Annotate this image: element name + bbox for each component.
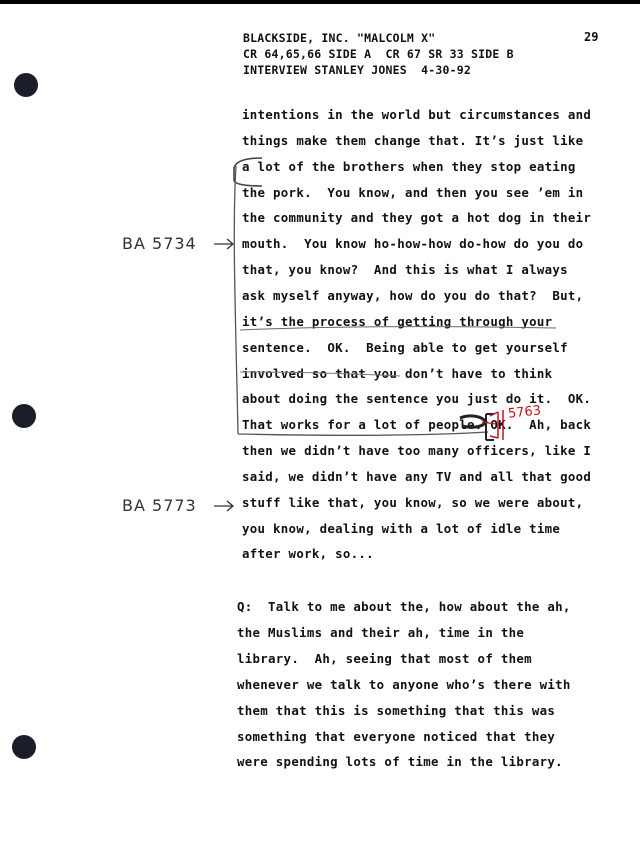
question-line: library. Ah, seeing that most of them — [237, 650, 532, 666]
header-title: BLACKSIDE, INC. "MALCOLM X" — [243, 31, 436, 45]
body-line: things make them change that. It’s just like — [242, 132, 584, 148]
body-line: intentions in the world but circumstances and — [242, 107, 592, 122]
question-line: them that this is something that this was — [237, 702, 556, 718]
body-line: sentence. OK. Being able to get yourself — [242, 339, 568, 355]
body-line: said, we didn’t have any TV and all that good — [242, 468, 592, 484]
question-line: something that everyone noticed that they — [237, 728, 556, 744]
body-line: involved so that you don’t have to think — [242, 365, 553, 381]
body-line: stuff like that, you know, so we were about, — [242, 494, 584, 510]
body-line: about doing the sentence you just do it. OK. — [242, 391, 592, 407]
body-line: That works for a lot of people. OK. Ah, back — [242, 417, 592, 433]
question-line: whenever we talk to anyone who’s there with — [237, 676, 571, 692]
margin-note-ba5773: BA 5773 — [122, 496, 197, 515]
question-line: Q: Talk to me about the, how about the ah, — [237, 599, 571, 614]
header-interview: INTERVIEW STANLEY JONES 4-30-92 — [243, 63, 471, 77]
body-line: that, you know? And this is what I always — [242, 262, 568, 278]
page-number: 29 — [584, 30, 599, 44]
body-line: mouth. You know ho-how-how do-how do you do — [242, 236, 584, 252]
red-note-5763: 5763 — [507, 403, 542, 422]
header-reels: CR 64,65,66 SIDE A CR 67 SR 33 SIDE B — [243, 47, 514, 61]
body-line: the community and they got a hot dog in their — [242, 210, 592, 226]
body-line: you know, dealing with a lot of idle time — [242, 520, 561, 536]
body-line: the pork. You know, and then you see ’em in — [242, 184, 584, 200]
question-line: were spending lots of time in the library. — [237, 754, 563, 770]
margin-note-ba5734: BA 5734 — [122, 234, 197, 253]
body-line: then we didn’t have too many officers, like I — [242, 443, 592, 459]
body-line: a lot of the brothers when they stop eating — [242, 158, 576, 174]
body-line: after work, so... — [242, 546, 374, 562]
body-line: it’s the process of getting through your — [242, 313, 553, 329]
question-line: the Muslims and their ah, time in the — [237, 624, 525, 640]
body-line: ask myself anyway, how do you do that? But, — [242, 287, 584, 303]
